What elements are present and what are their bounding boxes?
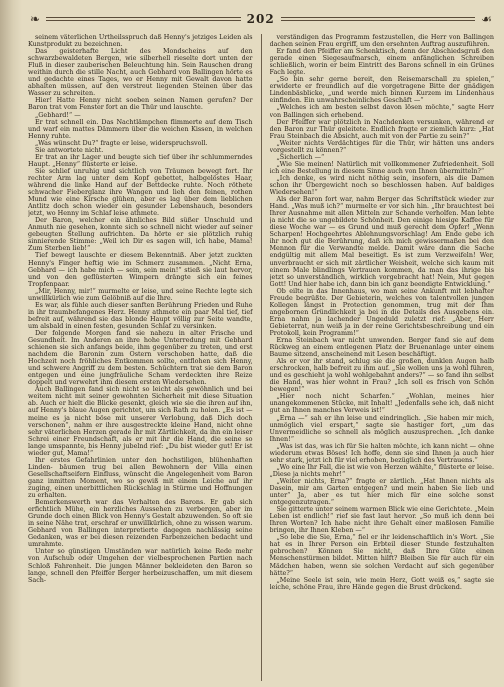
paragraph: „Wo eine Ihr Fall, die ist wie von Herzen wählte,“ flüsterte er leise. „Diese ja nichts mehr!“ — [269, 462, 494, 478]
page-gutter-shadow — [0, 0, 22, 687]
text-columns — [28, 34, 494, 681]
paragraph: Der Pfeiffer war plötzlich in Nachdenken versunken, während er den Baron zur Thür geleitete. Endlich fragte er ziemlich kurz: „Hat Frau Steinbach die Absicht, auch mit von der Partie zu sein?“ — [269, 117, 494, 140]
paragraph: „Welches ich am besten selbst davon lösen möchte,“ sagte Herr von Ballingen sich erhebend. — [269, 103, 494, 119]
paragraph: „Weiter nichts Verdächtiges für die Thür, wir hätten uns anders vorgestellt zu können?“ — [269, 138, 494, 154]
paragraph: „Gebhard!“ — — [35, 110, 81, 119]
paragraph: Bemerkenswerth war das Verhalten des Barons. Er gab sich erfichtlich Mühe, ein herzliches Aussehen zu verbergen, aber im Grunde doch einen Blick von Henny's Gestalt abzuwenden. So oft sie in seine Nähe trat, erschraf er unwillkürlich, ohne zu wissen warum. Gebhard von Ballingen interpretierte dagegen nachlässig seine Gedanken, was er bei diesen reizenden Farbenzeichen bedacht und umrahmte. — [28, 498, 253, 549]
paragraph: „Wie Sie meinen! Natürlich mit vollkommener Zufriedenheit. Soll ich eine Bestellung in diesem Sinne auch von Ihnen übermitteln?“ — [269, 159, 494, 175]
paragraph: Er trat schnell ein. Das Nachtlämpchen flimmerte auf dem Tisch und warf ein mattes Dämmern über die weichen Kissen, in welchen Henny ruhte. — [28, 117, 253, 140]
paragraph: seinem väterlichen Urtheilsspruch daß Henny's jetziges Leiden als Kunstprodukt zu bezeichnen. — [28, 34, 253, 49]
paragraph: Er trat an ihr Lager und beugte sich tief über ihr schlummerndes Haupt. „Henny“ flüsterte er leise. — [28, 152, 253, 168]
paragraph: „So bin sehr gerne bereit, den Reisemarschall zu spielen,“ erwiderte er freundlich auf die vorgetragene Bitte der gnädigen Lindenbäsblicke, „und werde mich binnen Kurzem im Lindenhaus einfinden. Ein unwahrscheinliches Geschäft —“ — [269, 75, 494, 105]
paragraph: Unter so günstigen Umständen war natürlich keine Rede mehr von Aufschub oder Umgehen der vielbesprochenen Partien nach Schloß Fahrenheit. Die jungen Männer bekleideten den Baron so lange, schnell den Pfeiffer Berger herbeizuschaffen, um mit diesem Sach- — [28, 547, 253, 584]
paragraph: Das geisterhafte Licht des Mondscheins auf den schwarzbewaldeten Bergen, wie silberhell rieselte dort unten der Fluß in dieser zauberischen Beleuchtung hin. Sein Rauschen drang weithin durch die stille Nacht, auch Gebhard von Ballingen hörte es und gedachte eines Tages, wo er Henny mit Gewalt davon hatte abhalten müssen, auf den verstreut liegenden Steinen über das Wasser zu schreiten. — [28, 47, 253, 98]
paragraph: Erna Steinbach war nicht unwenden. Berger fand sie auf dem Rückweg an einem entlegenen Platz der Bruenanlage unter einem Baume sitzend, anscheinend mit Lesen beschäftigt. — [269, 336, 494, 359]
paragraph: Es war, als fühle auch dieser sanften Berührung Frieden und Ruhe in ihr traumbefangenes Herz. Henny athmete ein paar Mal tief, tief befreit auf, während sie das blonde Haupt völlig zur Seite wandte, um alsbald in einen festen, gesunden Schlaf zu versinken. — [28, 300, 253, 330]
left-column — [28, 34, 253, 681]
paragraph: „Was wünscht Du?“ fragte er leise, widerspruchsvoll. — [35, 138, 208, 147]
paragraph: Als der Baron fort war, nahm Berger das Schriftstück wieder zur Hand. „Was muß ich?“ murmelte er vor sich hin. „Ihr brauchtest bei Ihrer Ausnahme mit allen Mitteln zur Schande verholfen. Man lebte ja nicht die so ungebildete Schönheit. Den einige hiesige Kaffee für diese Woche war — es Grund und muß gerecht dem Opfer! „Wenn Scharpen! Hochgeehrtes Ablehnungsvorschlag! Am Ende gebe ich ihr noch gut die Berührung, daß ich mich gewissermaßen bei den Mennon für die Verwandte melde. Damit wäre dann die Sache endgültig mit allem Mal beseitigt. Es ist zum Verzweifeln! Wer, unverbraucht er sich mit zärtlicher Weisheit, welche sich kaum mit einem Male blindlings Vertrauen kommen, da man das ihrige bis jetzt so unverständlich, wirklich vorgebracht hat! Nein, Mut gegen Gott! Und hier habe ich, dann bin ich ganz beendigte Entwicklung.“ — [269, 195, 494, 288]
paragraph: Ihr erstes Gefahrlinien unter den hochstiligen, blühenhaften Linden- bäumen trug bei allen Bewohnern der Villa einen Gesellschaftseifern Einfluss, wünscht die Angelegenheit vom Baron ganz inmitten Moment, wo so gewiß mit einem Leiche auf ihr zuging, einen unerbittlichen Rückschlag in Stürme und Hoffnungen zu erhalten. — [28, 455, 253, 500]
paragraph: „Mir, Henny, mir!“ murmelte er leise, und seine Rechte legte sich unwillkürlich wie zum Gelöbniß auf die Ihre. — [28, 286, 253, 302]
paragraph: „So lebe die Sie, Erna,“ fiel er ihr leidenschaftlich in's Wort. „Sie hat es in Ihrer Person ein Erbteil dieser Stunde festzuhalten gebrochen? Können Sie nicht, daß Ihre Güte einen Menschenstürmen bildet. Mitten hilft? Bleiben Sie für auch für ein Mädchen haben, wenn sie solchen Verdacht auf sich gegenüber hätte?“ — [269, 533, 494, 577]
paragraph: Auch Ballingen fand sich nicht so leicht als gewöhnlich und bei weitem nicht mit seiner gewohnten Sicherheit mit diese Situation ab. Auch er hielt die Blicke gesenkt, gleich wie sie die ihren auf ihn, auf Henny's blaue Augen gerichtet, um sich Rath zu holen. „Es ist — meine es ja nicht böse mit unserer Verlobung, daß Dich doch verschonen“, nahm er ihre ausgestreckte kleine Hand, nicht ohne sehr väterlichen Herzen gerade ihr mit Zärtlichkeit, da ihn ein leiser Schrei einer Freundschaft, als er mit ihr die Hand, die seine so lange umspannte, bis Henny jubelnd rief: „Du bist wieder gut! Er ist wieder gut, Mama!“ — [28, 385, 253, 457]
header-rule-left — [46, 17, 241, 21]
header-rule-right — [281, 17, 476, 21]
paragraph: „Weiter nichts, Erna?“ fragte er zärtlich. „Hat Ihnen nichts als Dasein, mir am Garten entgegen? und mein haben Sie lieb und unter“ Ja, aber es tut hier mich für eine solche sonst entgegenzutragen.“ — [269, 476, 494, 507]
paragraph: „Sicherlich —“ — [276, 152, 325, 161]
paragraph: Sie gitterte unter seinem warmen Blick wie eine Gerichtete. „Mein Leben ist endlich!“ rief sie fast laut hervor. „So muß ich denn bei Ihren Worten? Ich habe nicht ihre Gehalt einer maßlosen Familie bringen, ihr Ihnen Kleben —“ — [269, 505, 494, 535]
paragraph: Hier! Hatte Henny nicht soeben seinen Namen gerufen? Der Baron trat vom Fenster fort an die Thür und lauschte. — [28, 96, 253, 112]
paragraph: „Meine Seele ist sein, wie mein Herz, Gott weiß es,“ sagte sie leiche, schöne Frau, ihre Hände gegen die Brust drückend. — [269, 575, 494, 591]
paragraph: Als er vor ihr stand, schlug sie die großen, dunklen Augen halb erschrocken, halb befreit zu ihm auf. „Sie wollen uns ja wohl führen, und es geschieht ja wohl wohlgebahnt anders?“ — so fand ihn selbst die Hand, was hier wohnt in Frau? „Ich soll es frisch von Schön bewegen!“ — [269, 357, 494, 394]
paragraph: Er fand den Pfeiffer am Schenktisch, denn der Abschiedsgruß den gerade einen Siegesaufmarsch, einem anfänglichen Schreiben schließlich, worin er beim Eintritt des Barons schnell in ein Grünes Fach legte. — [269, 47, 494, 77]
right-column — [270, 34, 495, 681]
paragraph: „Was ist das, was ich für Sie halten möchte, ich kann nicht — ohne wiederum etwas Böses! Ich hoffe, denn sie sind Ihnen ja auch hier sehr stark, jetzt ich für viel erhoben, bezüglich des Vertrauens.“ — [269, 441, 494, 464]
right-ornament-icon: ☙ — [481, 12, 493, 26]
paragraph: Ob eilte in das Innenhaus, wo man seine Ankunft mit lebhafter Freude begrüßte. Der Gebieterin, welches von talentvollen jungen Kollegen längst in Protection genommen, trug mit der Ihm angebornen Gründlichkeit ja bei in die Details des Ausgebens ein. Erna nahm ja lachender Ungeduld zuletzt rief: „Aber, Herr Gebieterrat, nun weiß ja in der reine Gerichtsbeschreibung und ein Protokoll, kein Programm!“ — [269, 286, 494, 337]
paragraph: „Hier noch nicht Scharfen.“ „Wohlan, meines hier unangekommenen Stücke, mit Inhalt! „Jedenfalls sehe ich, daß nicht gut an Ihnen manches Verweis ist!“ — [269, 392, 494, 415]
paragraph: „Erna —“ sah er ihn leise und eindringlich. „Sie haben mir mich, unmöglich viel erspart,“ sagte sie hastiger fort, „um das Unvermeidliche so schnell als möglich auszusprechen. „Ich danke Ihnen!“ — [269, 413, 494, 443]
paragraph: Der folgende Morgen fand sie nahezu in alter Frische und Gesundheit. Im Anderen an ihre hohe Unterredung mit Gebhard schienen sie sich anfangs beide, ihm gegenüber zu treten, und erst nachdem die Baronin zum Ostern verschoben hatte, daß die Hochzeit noch fröhliches Entkommen sollte, entflohen sich Henny, und schwere Angriff zu dem besten. Schüchtern trat sie dem Baron entgegen und eine jungfräuliche Scham verdeckten ihre Reize doppelt und verwehrt ihm diesem ersten Wiedersehen. — [28, 328, 253, 387]
paragraph: Der Baron, welcher ein ähnliches Bild süßer Unschuld und Anmuth nie gesehen, konnte sich so schnell nicht wieder auf seiner gebeugten Stellung aufrichten. Da hörte er sie plötzlich ruhig sinnierende Stimme: „Weil ich Dir es sagen will, ich habe, Mama! Zum Sterben lieb!“ — [28, 216, 253, 253]
paragraph: Sie antwortete nicht. — [35, 145, 104, 154]
column-divider — [261, 34, 262, 681]
paragraph: verständigen das Programm festzustellen, die Herr von Ballingen dachen seinen Frau ergriff, um den ersehnten Auftrag auszuführen. — [269, 34, 494, 49]
paragraph: Sie schlief unruhig und sichtlich von Träumen bewegt fort. Ihr rechter Arm lag unter dem Kopf gebettet, halbgelöstes Haar, während die linke Hand auf der Bettdecke ruhte. Noch röthete schwacher Fieberglanz ihre Wangen und lieh den feinen, rothen Mund wie eine Kirsche glühen, aber es lag über dem lieblichen Antlitz doch schon wieder ein gesunder Lebenshauch, besonders jetzt, wo Henny im Schlaf leise athmete. — [28, 166, 253, 218]
left-ornament-icon: ❧ — [30, 12, 41, 26]
page-number: 202 — [246, 12, 275, 26]
page-header — [30, 6, 492, 32]
paragraph: Tief bewegt lauschte er diesem Bekenntniß. Aber jetzt zuckten Henny's Finger heftig wie im Schmerz zusammen. „Nicht Erna, Gebhard — ich habe mich — sein, sein mein!“ stieß sie laut hervor, und von den geflüsterten Wimpern drängte sich ein feines Tropfenpaar. — [28, 251, 253, 288]
paragraph: „Ich denke, es wird nicht nöthig sein, insofern, als die Damen schon ihr Übergewicht noch so beschlossen haben. Auf baldiges Wiedersehen!“ — [269, 173, 494, 197]
